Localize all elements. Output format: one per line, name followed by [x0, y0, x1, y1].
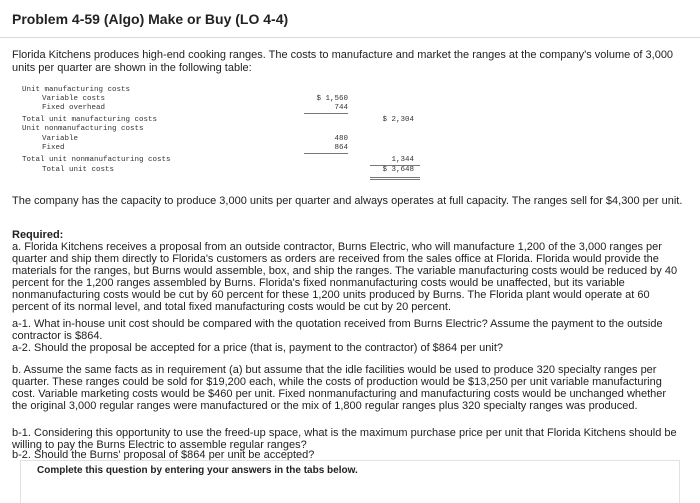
row-value: 744: [334, 104, 348, 112]
subtotal-underline: [304, 113, 348, 114]
row-label: Variable costs: [42, 95, 106, 103]
row-total: $ 3,648: [382, 166, 414, 174]
requirement-b1: b-1. Considering this opportunity to use the freed-up space, what is the maximum purchase price per unit that Florida Kitchens should be willing to pay the Burns Electric to assemble regular ranges?: [12, 427, 677, 451]
required-heading: Required:: [12, 229, 64, 241]
problem-title: Problem 4-59 (Algo) Make or Buy (LO 4-4): [0, 0, 700, 38]
row-label: Fixed: [42, 144, 65, 152]
subtotal-underline: [304, 153, 348, 154]
requirement-a2: a-2. Should the proposal be accepted for a price (that is, payment to the contractor) of $864 per unit?: [12, 342, 504, 354]
requirement-b: b. Assume the same facts as in requirement (a) but assume that the idle facilities would be used to produce 320 specialty ranges per quarter. These ranges could be sold for $19,200 each, while the costs of production would be $13,250 per unit variable manufacturing cost. Variable marketing costs would be $460 per unit. Fixed nonmanufacturing and manufacturing costs would be unchanged whether the original 3,000 regular ranges were manufactured or the mix of 1,800 regular ranges plus 320 specialty ranges was produced.: [12, 364, 667, 412]
row-label: Total unit nonmanufacturing costs: [22, 156, 171, 164]
double-underline: [370, 179, 420, 180]
row-label: Fixed overhead: [42, 104, 106, 112]
row-value: 864: [334, 144, 348, 152]
row-label: Variable: [42, 135, 79, 143]
row-value: 480: [334, 135, 348, 143]
row-label: Total unit manufacturing costs: [22, 116, 158, 124]
row-total: 1,344: [391, 156, 414, 164]
row-total: $ 2,304: [382, 116, 414, 124]
answer-instructions: [20, 460, 680, 503]
instructions-text: Complete this question by entering your answers in the tabs below.: [37, 465, 358, 476]
capacity-paragraph: The company has the capacity to produce 3,000 units per quarter and always operates at full capacity. The ranges sell for $4,300 per unit.: [12, 195, 683, 207]
row-label: Total unit costs: [42, 166, 115, 174]
double-underline: [370, 177, 420, 178]
row-value: $ 1,560: [316, 95, 348, 103]
row-label: Unit manufacturing costs: [22, 86, 131, 94]
intro-paragraph: Florida Kitchens produces high-end cooking ranges. The costs to manufacture and market the ranges at the company's volume of 3,000 units per quarter are shown in the following table:: [12, 49, 674, 74]
row-label: Unit nonmanufacturing costs: [22, 125, 144, 133]
requirement-a1: a-1. What in-house unit cost should be compared with the quotation received from Burns Electric? Assume the payment to the outside contractor is $864.: [12, 318, 663, 342]
requirement-b2: b-2. Should the Burns' proposal of $864 per unit be accepted?: [12, 449, 315, 461]
cost-table: [22, 86, 412, 182]
requirement-a: a. Florida Kitchens receives a proposal from an outside contractor, Burns Electric, who will manufacture 1,200 of the 3,000 ranges per quarter and ship them directly to Florida's customers as orders are received from the sales office at Florida. Florida would provide the materials for the ranges, but Burns would assemble, box, and ship the ranges. The variable manufacturing costs would be reduced by 40 percent for the 1,200 ranges assembled by Burns. Florida's fixed nonmanufacturing costs would be unaffected, but its variable nonmanufacturing costs would be cut by 60 percent for these 1,200 units produced by Burns. The Florida plant would operate at 60 percent of its normal level, and total fixed manufacturing costs would be cut by 20 percent.: [12, 241, 678, 313]
